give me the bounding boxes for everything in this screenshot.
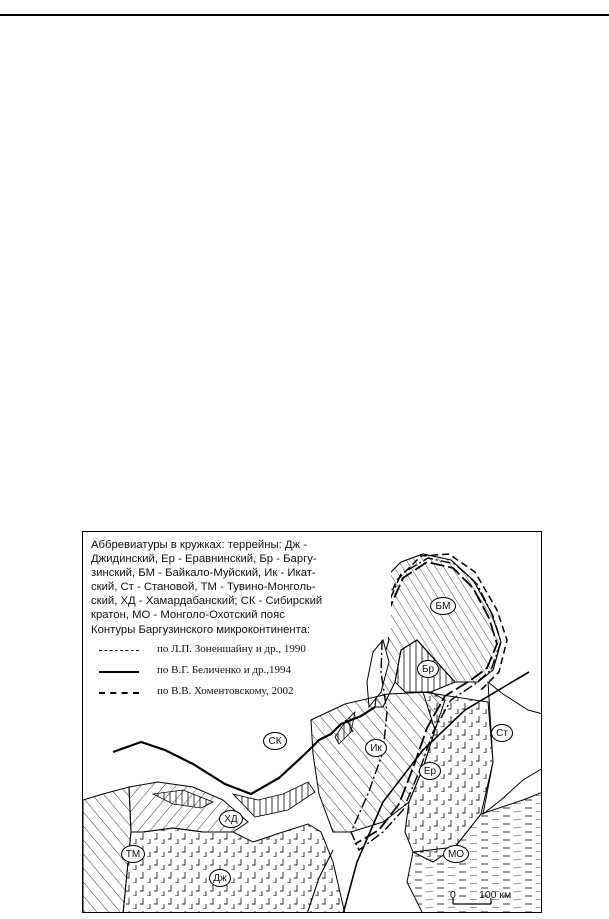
label-ik: Ик <box>365 739 387 757</box>
legend-line: ский, ХД - Хамардабанский; СК - Сибирский <box>91 595 323 608</box>
legend-line: Аббревиатуры в кружках: террейны: Дж - <box>91 539 307 551</box>
legend-line: зинский, БМ - Байкало-Муйский, Ик - Икат- <box>91 567 316 580</box>
legend-contour-label: по Л.П. Зоненшайну и др., 1990 <box>157 643 306 655</box>
scale-end: 100 км <box>479 889 512 901</box>
label-dzh: Дж <box>209 869 231 887</box>
label-mo: МО <box>443 845 469 863</box>
label-bm: БМ <box>430 597 456 615</box>
legend-contour-label: по В.В. Хоментовскому, 2002 <box>157 685 294 697</box>
legend-line: Контуры Баргузинского микроконтинента: <box>91 623 311 636</box>
label-st: Ст <box>491 724 513 742</box>
page-top-rule <box>0 14 609 16</box>
label-hd: ХД <box>219 810 243 828</box>
dash-line-icon <box>99 692 139 694</box>
long-dash-line-icon <box>99 671 139 673</box>
map-legend <box>91 538 391 637</box>
scale-zero: 0 <box>450 889 456 901</box>
label-er: Ер <box>419 762 441 780</box>
legend-line: кратон, МО - Монголо-Охотский пояс <box>91 609 285 622</box>
label-tm: ТМ <box>121 845 145 863</box>
terrane-map <box>82 531 542 913</box>
label-sk: СК <box>263 732 287 750</box>
label-br: Бр <box>417 660 439 678</box>
legend-line: Джидинский, Ер - Еравнинский, Бр - Баргу- <box>91 553 317 566</box>
dash-dot-line-icon <box>99 650 139 651</box>
legend-line: ский, Ст - Становой, ТМ - Тувино-Монголь- <box>91 581 316 594</box>
legend-contour-label: по В.Г. Беличенко и др.,1994 <box>157 664 291 676</box>
